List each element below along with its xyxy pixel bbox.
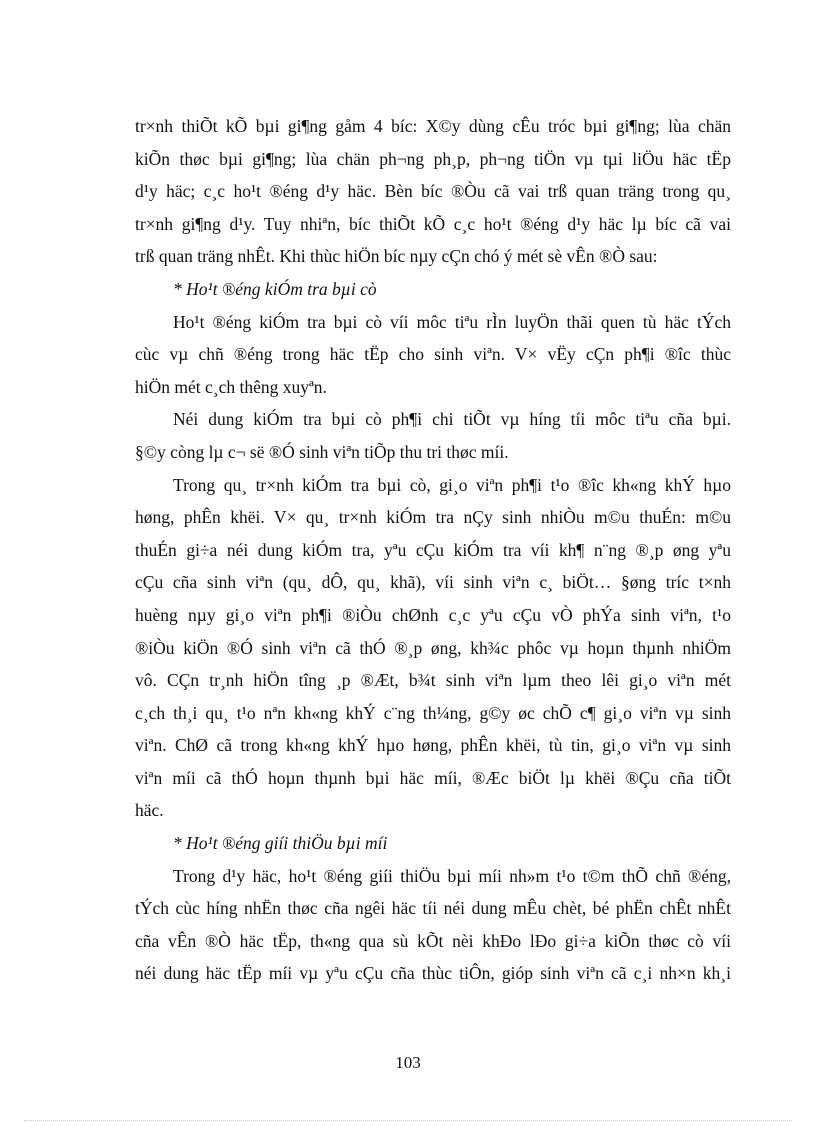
text-line: néi dung häc tËp míi vµ yªu cÇu cña thùc tiÔn, gióp sinh viªn cã c¸i nh×n kh¸i — [135, 963, 731, 984]
text-line: høng, phÊn khëi. V× qu¸ tr×nh kiÓm tra nÇy sinh nhiÒu m©u thuÉn: m©u — [135, 507, 731, 528]
text-line: d¹y häc; c¸c ho¹t ®éng d¹y häc. Bèn bíc ®Òu cã vai trß quan träng trong qu¸ — [135, 181, 731, 202]
section-heading-kiem-tra-bai-cu: * Ho¹t ®éng kiÓm tra bµi cò — [173, 278, 377, 299]
text-line: viªn. ChØ cã trong kh«ng khÝ hµo høng, phÊn khëi, tù tin, gi¸o viªn vµ sinh — [135, 735, 731, 756]
page-bottom-divider — [24, 1120, 792, 1121]
text-line: cña vÊn ®Ò häc tËp, th«ng qua sù kÕt nèi khÐo lÐo gi÷a kiÕn thøc cò víi — [135, 930, 731, 951]
text-line: tr×nh thiÕt kÕ bµi gi¶ng gåm 4 bíc: X©y dùng cÊu tróc bµi gi¶ng; lùa chän — [135, 116, 731, 136]
text-line: Trong d¹y häc, ho¹t ®éng giíi thiÖu bµi míi nh»m t¹o t©m thÕ chñ ®éng, — [173, 865, 731, 886]
text-line: vô. CÇn tr¸nh hiÖn tîng ¸p ®Æt, b¾t sinh viªn lµm theo lêi gi¸o viªn mét — [135, 670, 731, 691]
text-line: cùc vµ chñ ®éng trong häc tËp cho sinh viªn. V× vËy cÇn ph¶i ®îc thùc — [135, 344, 731, 365]
section-heading-gioi-thieu-bai-moi: * Ho¹t ®éng giíi thiÖu bµi míi — [173, 833, 388, 854]
text-line: c¸ch th¸i qu¸ t¹o nªn kh«ng khÝ c¨ng th¼ng, g©y øc chÕ c¶ gi¸o viªn vµ sinh — [135, 702, 731, 723]
text-line: thuÉn gi÷a néi dung kiÓm tra, yªu cÇu kiÓm tra víi kh¶ n¨ng ®¸p øng yªu — [135, 539, 731, 560]
text-line: huèng nµy gi¸o viªn ph¶i ®iÒu chØnh c¸c yªu cÇu vÒ phÝa sinh viªn, t¹o — [135, 604, 731, 625]
text-line: trß quan träng nhÊt. Khi thùc hiÖn bíc nµy cÇn chó ý mét sè vÊn ®Ò sau: — [135, 246, 658, 267]
text-line: cÇu cña sinh viªn (qu¸ dÔ, qu¸ khã), víi sinh viªn c¸ biÖt… §øng tríc t×nh — [135, 572, 731, 593]
text-line: Ho¹t ®éng kiÓm tra bµi cò víi môc tiªu rÌn luyÖn thãi quen tù häc tÝch — [173, 311, 731, 332]
text-line: Trong qu¸ tr×nh kiÓm tra bµi cò, gi¸o viªn ph¶i t¹o ®îc kh«ng khÝ hµo — [173, 474, 731, 495]
text-line: hiÖn mét c¸ch thêng xuyªn. — [135, 376, 327, 397]
text-line: tr×nh gi¶ng d¹y. Tuy nhiªn, bíc thiÕt kÕ c¸c ho¹t ®éng d¹y häc lµ bíc cã vai — [135, 213, 731, 234]
text-line: viªn míi cã thÓ hoµn thµnh bµi häc míi, ®Æc biÖt lµ khëi ®Çu cña tiÕt — [135, 767, 731, 788]
text-line: §©y còng lµ c¬ së ®Ó sinh viªn tiÕp thu tri thøc míi. — [135, 441, 509, 462]
text-line: häc. — [135, 800, 164, 821]
text-line: tÝch cùc híng nhËn thøc cña ngêi häc tíi néi dung mÊu chèt, bé phËn chÊt nhÊt — [135, 898, 731, 919]
text-line: ®iÒu kiÖn ®Ó sinh viªn cã thÓ ®¸p øng, kh¾c phôc vµ hoµn thµnh nhiÖm — [135, 637, 731, 658]
text-line: Néi dung kiÓm tra bµi cò ph¶i chi tiÕt vµ híng tíi môc tiªu cña bµi. — [173, 409, 731, 430]
body-text — [135, 110, 731, 990]
page-number: 103 — [395, 1053, 421, 1072]
text-line: kiÕn thøc bµi gi¶ng; lùa chän ph¬ng ph¸p, ph¬ng tiÖn vµ tµi liÖu häc tËp — [135, 148, 731, 169]
